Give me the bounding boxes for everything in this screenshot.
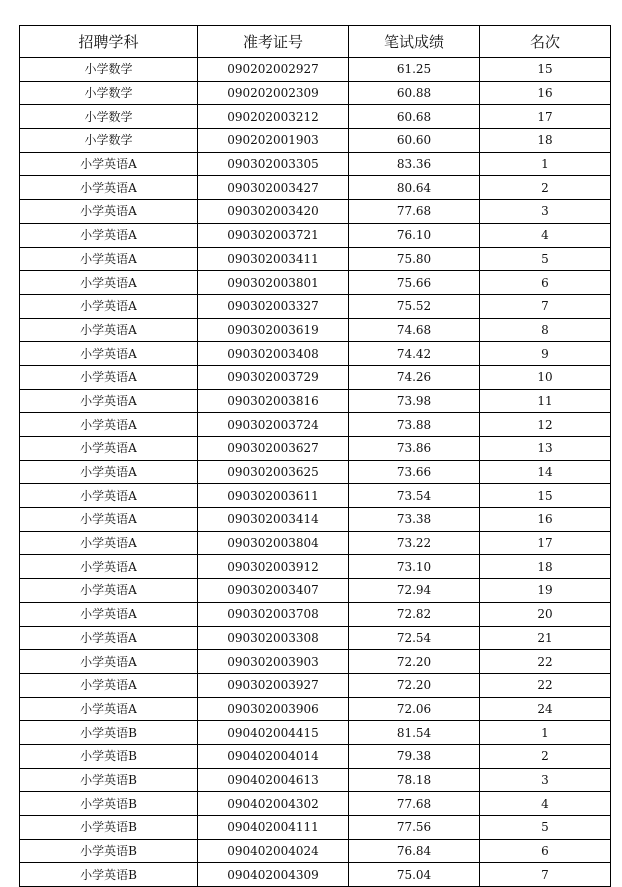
cell-subject: 小学英语A: [20, 318, 198, 342]
cell-rank: 3: [480, 768, 611, 792]
table-row: [20, 626, 611, 650]
cell-score: 73.88: [349, 413, 480, 437]
cell-rank: 15: [480, 484, 611, 508]
cell-subject: 小学英语A: [20, 697, 198, 721]
cell-score: 72.20: [349, 673, 480, 697]
cell-rank: 18: [480, 129, 611, 153]
cell-score: 72.94: [349, 579, 480, 603]
cell-score: 73.86: [349, 437, 480, 461]
results-table: [19, 25, 611, 887]
cell-rank: 9: [480, 342, 611, 366]
cell-score: 76.84: [349, 839, 480, 863]
cell-score: 77.68: [349, 792, 480, 816]
cell-score: 74.68: [349, 318, 480, 342]
cell-exam-id: 090402004613: [198, 768, 349, 792]
cell-exam-id: 090302003427: [198, 176, 349, 200]
cell-subject: 小学英语A: [20, 223, 198, 247]
cell-exam-id: 090402004014: [198, 744, 349, 768]
cell-exam-id: 090302003804: [198, 531, 349, 555]
cell-rank: 4: [480, 792, 611, 816]
cell-exam-id: 090302003411: [198, 247, 349, 271]
cell-exam-id: 090202002309: [198, 81, 349, 105]
cell-exam-id: 090302003408: [198, 342, 349, 366]
cell-subject: 小学英语A: [20, 342, 198, 366]
cell-score: 74.42: [349, 342, 480, 366]
cell-score: 73.66: [349, 460, 480, 484]
cell-subject: 小学数学: [20, 129, 198, 153]
cell-rank: 2: [480, 176, 611, 200]
cell-subject: 小学英语A: [20, 413, 198, 437]
table-row: [20, 579, 611, 603]
cell-score: 73.10: [349, 555, 480, 579]
cell-rank: 8: [480, 318, 611, 342]
cell-subject: 小学英语A: [20, 579, 198, 603]
cell-score: 76.10: [349, 223, 480, 247]
cell-exam-id: 090402004111: [198, 816, 349, 840]
cell-exam-id: 090302003420: [198, 200, 349, 224]
cell-score: 72.54: [349, 626, 480, 650]
cell-rank: 16: [480, 81, 611, 105]
cell-rank: 7: [480, 863, 611, 887]
cell-score: 74.26: [349, 365, 480, 389]
cell-rank: 15: [480, 58, 611, 82]
cell-exam-id: 090302003619: [198, 318, 349, 342]
cell-subject: 小学英语A: [20, 508, 198, 532]
cell-exam-id: 090302003903: [198, 650, 349, 674]
cell-rank: 21: [480, 626, 611, 650]
cell-score: 73.38: [349, 508, 480, 532]
cell-subject: 小学英语B: [20, 768, 198, 792]
table-row: [20, 294, 611, 318]
cell-rank: 22: [480, 650, 611, 674]
cell-subject: 小学英语A: [20, 460, 198, 484]
cell-subject: 小学数学: [20, 81, 198, 105]
cell-score: 81.54: [349, 721, 480, 745]
cell-exam-id: 090302003708: [198, 602, 349, 626]
table-row: [20, 365, 611, 389]
cell-score: 60.88: [349, 81, 480, 105]
cell-subject: 小学数学: [20, 58, 198, 82]
header-score: 笔试成绩: [349, 26, 480, 58]
cell-rank: 5: [480, 247, 611, 271]
cell-score: 83.36: [349, 152, 480, 176]
cell-subject: 小学英语A: [20, 152, 198, 176]
cell-exam-id: 090402004415: [198, 721, 349, 745]
table-row: [20, 460, 611, 484]
table-row: [20, 342, 611, 366]
cell-rank: 19: [480, 579, 611, 603]
table-row: [20, 673, 611, 697]
cell-exam-id: 090202002927: [198, 58, 349, 82]
table-row: [20, 484, 611, 508]
cell-exam-id: 090302003724: [198, 413, 349, 437]
table-row: [20, 508, 611, 532]
cell-exam-id: 090202001903: [198, 129, 349, 153]
cell-exam-id: 090402004309: [198, 863, 349, 887]
header-rank: 名次: [480, 26, 611, 58]
cell-subject: 小学英语A: [20, 271, 198, 295]
table-row: [20, 602, 611, 626]
cell-subject: 小学英语A: [20, 437, 198, 461]
table-row: [20, 223, 611, 247]
cell-score: 73.22: [349, 531, 480, 555]
cell-subject: 小学英语A: [20, 365, 198, 389]
cell-rank: 16: [480, 508, 611, 532]
cell-rank: 1: [480, 152, 611, 176]
cell-rank: 12: [480, 413, 611, 437]
cell-subject: 小学英语A: [20, 176, 198, 200]
table-row: [20, 839, 611, 863]
table-row: [20, 247, 611, 271]
table-row: [20, 58, 611, 82]
table-row: [20, 697, 611, 721]
cell-subject: 小学英语B: [20, 816, 198, 840]
cell-exam-id: 090302003729: [198, 365, 349, 389]
cell-subject: 小学英语A: [20, 247, 198, 271]
cell-subject: 小学英语A: [20, 673, 198, 697]
cell-rank: 13: [480, 437, 611, 461]
header-exam-id: 准考证号: [198, 26, 349, 58]
table-row: [20, 816, 611, 840]
cell-rank: 17: [480, 531, 611, 555]
cell-exam-id: 090402004024: [198, 839, 349, 863]
table-row: [20, 152, 611, 176]
cell-score: 73.54: [349, 484, 480, 508]
cell-exam-id: 090302003414: [198, 508, 349, 532]
cell-score: 75.52: [349, 294, 480, 318]
table-header: [20, 26, 611, 58]
cell-subject: 小学英语A: [20, 602, 198, 626]
cell-rank: 14: [480, 460, 611, 484]
cell-score: 75.04: [349, 863, 480, 887]
table-row: [20, 318, 611, 342]
cell-rank: 17: [480, 105, 611, 129]
cell-exam-id: 090302003327: [198, 294, 349, 318]
table-row: [20, 105, 611, 129]
cell-exam-id: 090302003611: [198, 484, 349, 508]
table-row: [20, 200, 611, 224]
cell-exam-id: 090302003627: [198, 437, 349, 461]
cell-rank: 6: [480, 839, 611, 863]
cell-subject: 小学英语A: [20, 389, 198, 413]
cell-rank: 4: [480, 223, 611, 247]
cell-exam-id: 090302003625: [198, 460, 349, 484]
cell-rank: 7: [480, 294, 611, 318]
cell-subject: 小学英语A: [20, 626, 198, 650]
table-row: [20, 650, 611, 674]
cell-exam-id: 090302003305: [198, 152, 349, 176]
table-row: [20, 863, 611, 887]
table-row: [20, 271, 611, 295]
cell-score: 77.68: [349, 200, 480, 224]
cell-subject: 小学英语B: [20, 744, 198, 768]
header-row: [20, 26, 611, 58]
cell-rank: 2: [480, 744, 611, 768]
cell-score: 73.98: [349, 389, 480, 413]
table-row: [20, 389, 611, 413]
cell-rank: 6: [480, 271, 611, 295]
table-row: [20, 744, 611, 768]
cell-exam-id: 090202003212: [198, 105, 349, 129]
cell-score: 61.25: [349, 58, 480, 82]
table-row: [20, 437, 611, 461]
cell-exam-id: 090302003906: [198, 697, 349, 721]
cell-exam-id: 090302003912: [198, 555, 349, 579]
cell-exam-id: 090302003801: [198, 271, 349, 295]
cell-subject: 小学英语A: [20, 200, 198, 224]
cell-exam-id: 090302003816: [198, 389, 349, 413]
cell-rank: 22: [480, 673, 611, 697]
cell-score: 72.82: [349, 602, 480, 626]
cell-exam-id: 090402004302: [198, 792, 349, 816]
cell-exam-id: 090302003308: [198, 626, 349, 650]
cell-score: 60.60: [349, 129, 480, 153]
cell-subject: 小学英语B: [20, 839, 198, 863]
table-row: [20, 721, 611, 745]
cell-rank: 20: [480, 602, 611, 626]
cell-subject: 小学英语A: [20, 531, 198, 555]
cell-rank: 18: [480, 555, 611, 579]
cell-rank: 5: [480, 816, 611, 840]
cell-score: 79.38: [349, 744, 480, 768]
table-row: [20, 555, 611, 579]
cell-rank: 24: [480, 697, 611, 721]
cell-subject: 小学英语B: [20, 792, 198, 816]
header-subject: 招聘学科: [20, 26, 198, 58]
cell-subject: 小学英语A: [20, 555, 198, 579]
cell-exam-id: 090302003407: [198, 579, 349, 603]
cell-exam-id: 090302003927: [198, 673, 349, 697]
cell-score: 72.20: [349, 650, 480, 674]
cell-subject: 小学英语A: [20, 294, 198, 318]
cell-score: 78.18: [349, 768, 480, 792]
cell-rank: 11: [480, 389, 611, 413]
cell-subject: 小学英语A: [20, 650, 198, 674]
cell-score: 75.66: [349, 271, 480, 295]
cell-exam-id: 090302003721: [198, 223, 349, 247]
cell-rank: 1: [480, 721, 611, 745]
cell-score: 80.64: [349, 176, 480, 200]
table-row: [20, 792, 611, 816]
table-row: [20, 81, 611, 105]
table-row: [20, 531, 611, 555]
table-row: [20, 129, 611, 153]
cell-score: 60.68: [349, 105, 480, 129]
cell-subject: 小学数学: [20, 105, 198, 129]
table-row: [20, 176, 611, 200]
table-row: [20, 413, 611, 437]
table-row: [20, 768, 611, 792]
cell-score: 72.06: [349, 697, 480, 721]
cell-rank: 3: [480, 200, 611, 224]
cell-score: 75.80: [349, 247, 480, 271]
cell-score: 77.56: [349, 816, 480, 840]
cell-subject: 小学英语A: [20, 484, 198, 508]
cell-rank: 10: [480, 365, 611, 389]
cell-subject: 小学英语B: [20, 863, 198, 887]
cell-subject: 小学英语B: [20, 721, 198, 745]
table-body: [20, 58, 611, 887]
